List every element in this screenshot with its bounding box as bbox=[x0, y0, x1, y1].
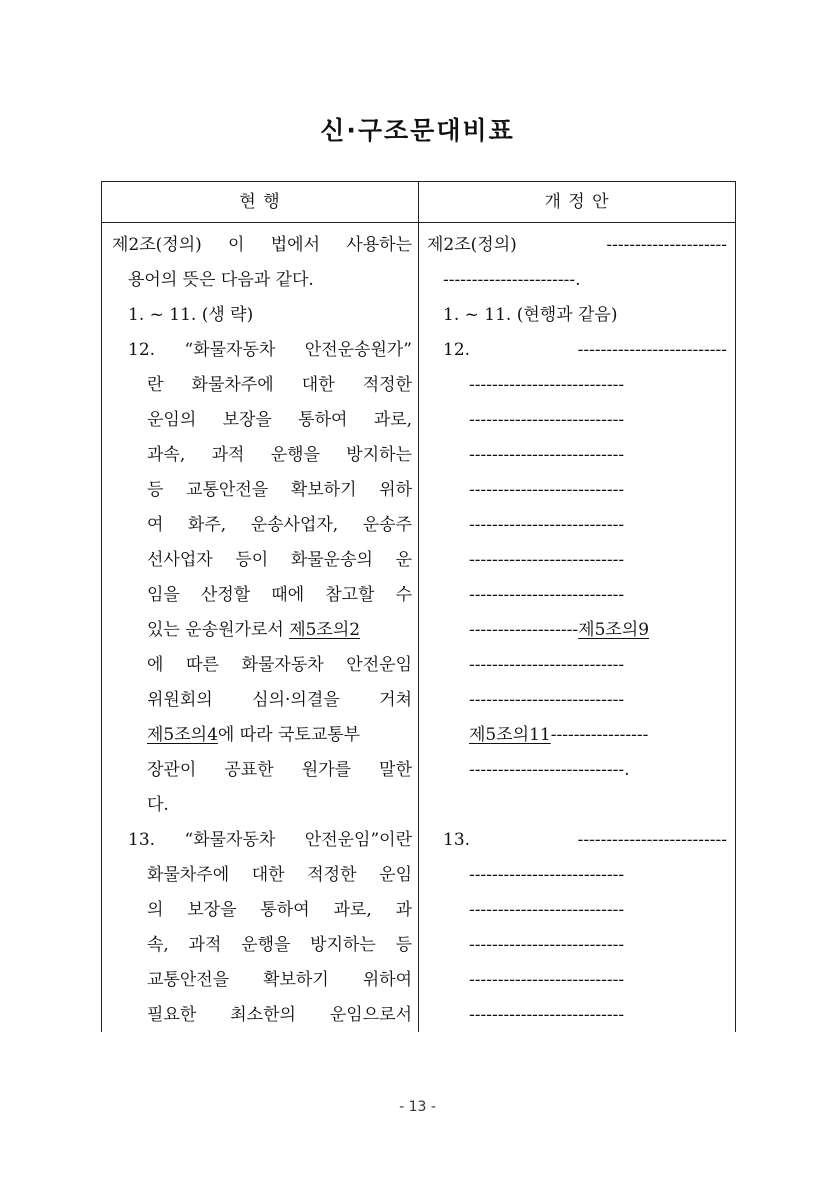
page-number: - 13 - bbox=[399, 1099, 436, 1115]
text-line: --------------------------- bbox=[469, 585, 625, 605]
text-line: --------------------------- bbox=[469, 410, 625, 430]
text-segment: 있는 운송원가로서 bbox=[147, 620, 290, 640]
header-divider bbox=[102, 222, 735, 223]
text-line: ---------------------------. bbox=[469, 760, 630, 780]
reference-link: 제5조의11 bbox=[469, 725, 551, 745]
text-line: -----------------------. bbox=[443, 270, 581, 290]
text-line bbox=[112, 720, 412, 755]
text-line bbox=[427, 720, 727, 755]
text-line: 에 따른 화물자동차 안전운임 bbox=[147, 655, 412, 675]
text-line: --------------------------- bbox=[469, 690, 625, 710]
text-line: 선사업자 등이 화물운송의 운 bbox=[147, 550, 412, 570]
text-line bbox=[427, 790, 727, 825]
text-line: 의 보장을 통하여 과로, 과 bbox=[147, 900, 412, 920]
text-line: 용어의 뜻은 다음과 같다. bbox=[128, 270, 314, 290]
text-line: 란 화물차주에 대한 적정한 bbox=[147, 375, 412, 395]
header-proposed: 개 정 안 bbox=[544, 192, 610, 212]
text-line: --------------------------- bbox=[469, 970, 625, 990]
text-line: --------------------------- bbox=[469, 1005, 625, 1025]
reference-link: 제5조의2 bbox=[289, 620, 361, 640]
text-line: 다. bbox=[147, 795, 169, 815]
item-13: 13. “화물자동차 안전운임”이란 bbox=[128, 830, 412, 850]
text-line: 운임의 보장을 통하여 과로, bbox=[147, 410, 412, 430]
text-line: --------------------------- bbox=[469, 900, 625, 920]
text-line: --------------------------- bbox=[469, 550, 625, 570]
current-text-column bbox=[112, 230, 412, 1035]
item-13: 13. -------------------------- bbox=[443, 830, 727, 850]
article-heading: 제2조(정의) --------------------- bbox=[427, 235, 727, 255]
text-line bbox=[427, 615, 727, 650]
text-line: --------------------------- bbox=[469, 935, 625, 955]
text-line: 여 화주, 운송사업자, 운송주 bbox=[147, 515, 412, 535]
header-current: 현 행 bbox=[239, 192, 281, 212]
article-heading: 제2조(정의) 이 법에서 사용하는 bbox=[112, 235, 412, 255]
text-line: 위원회의 심의·의결을 거쳐 bbox=[147, 690, 412, 710]
text-line: --------------------------- bbox=[469, 375, 625, 395]
comparison-table bbox=[101, 181, 736, 1032]
text-line: --------------------------- bbox=[469, 515, 625, 535]
text-line: 등 교통안전을 확보하기 위하 bbox=[147, 480, 412, 500]
text-line: --------------------------- bbox=[469, 480, 625, 500]
text-line: 장관이 공표한 원가를 말한 bbox=[147, 760, 412, 780]
text-line: 교통안전을 확보하기 위하여 bbox=[147, 970, 412, 990]
item-12: 12. -------------------------- bbox=[443, 340, 727, 360]
text-line: 화물차주에 대한 적정한 운임 bbox=[147, 865, 412, 885]
text-line: --------------------------- bbox=[469, 865, 625, 885]
text-line: 필요한 최소한의 운임으로서 bbox=[147, 1005, 412, 1025]
item-1-11: 1. ~ 11. (현행과 같음) bbox=[443, 305, 618, 325]
reference-link: 제5조의4 bbox=[147, 725, 218, 745]
text-line bbox=[112, 615, 412, 650]
proposed-text-column bbox=[427, 230, 727, 1035]
text-line: --------------------------- bbox=[469, 655, 625, 675]
reference-link: 제5조의9 bbox=[578, 620, 650, 640]
text-line: 임을 산정할 때에 참고할 수 bbox=[147, 585, 412, 605]
document-title: 신·구조문대비표 bbox=[320, 116, 515, 145]
item-1-11: 1. ~ 11. (생 략) bbox=[128, 305, 254, 325]
text-line: 과속, 과적 운행을 방지하는 bbox=[147, 445, 412, 465]
column-divider bbox=[418, 182, 419, 1032]
text-segment: ------------------- bbox=[469, 620, 579, 640]
text-segment: 에 따라 국토교통부 bbox=[217, 725, 361, 745]
text-line: --------------------------- bbox=[469, 445, 625, 465]
item-12: 12. “화물자동차 안전운송원가” bbox=[128, 340, 412, 360]
text-segment: ----------------- bbox=[550, 725, 649, 745]
text-line: 속, 과적 운행을 방지하는 등 bbox=[147, 935, 412, 955]
